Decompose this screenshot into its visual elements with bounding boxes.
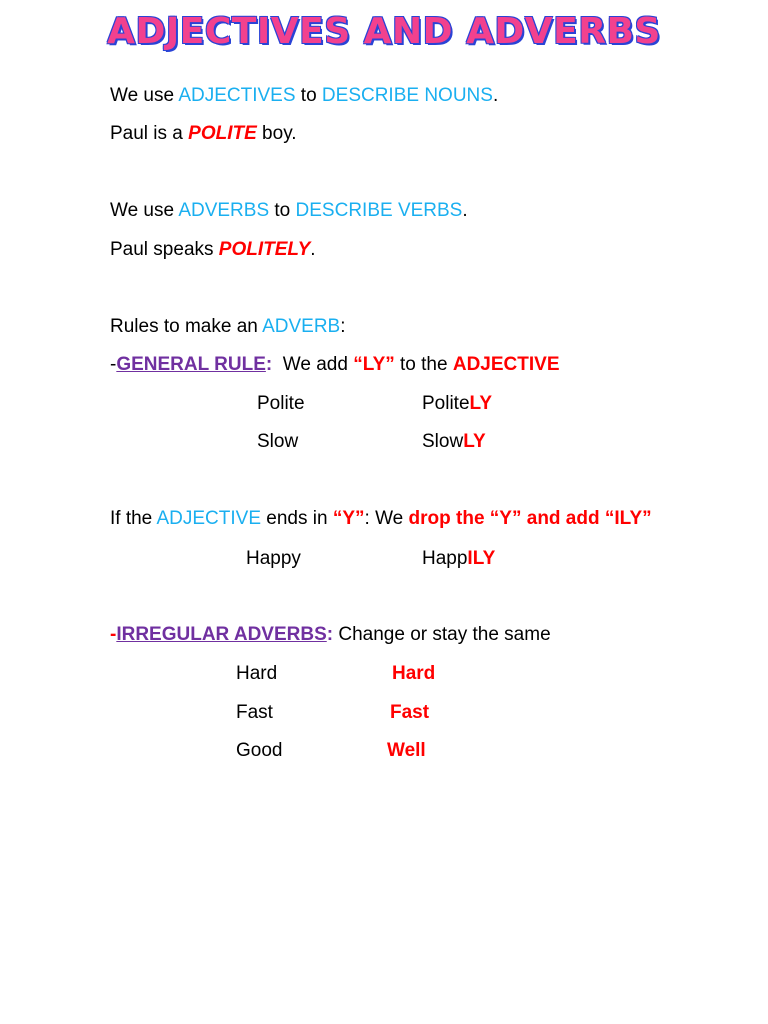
- example-adverb: POLITELY: [218, 239, 311, 260]
- irregular-rule: [110, 623, 551, 647]
- adverbs-definition: [110, 199, 468, 223]
- rule-text: to the: [394, 354, 453, 375]
- letter-y: “Y”: [332, 508, 365, 529]
- example-adjective-slow: Slow: [257, 431, 299, 452]
- suffix-ly: “LY”: [353, 354, 395, 375]
- adverb-suffix: LY: [469, 393, 493, 414]
- adverb-base: Polite: [422, 393, 470, 414]
- term-adverbs: ADVERBS: [178, 200, 270, 221]
- rule-colon: :: [326, 624, 334, 645]
- irregular-adjective-good: Good: [236, 740, 283, 761]
- adjective-example-sentence: [110, 122, 297, 146]
- term-describe-verbs: DESCRIBE VERBS: [295, 200, 463, 221]
- definition-text: .: [492, 85, 499, 106]
- irregular-adverbs-heading: IRREGULAR ADVERBS: [116, 624, 327, 645]
- page-title: ADJECTIVES AND ADVERBS: [107, 11, 661, 52]
- rule-text: We add: [272, 354, 354, 375]
- example-adjective: POLITE: [188, 123, 257, 144]
- rule-dash: -: [110, 354, 117, 375]
- term-describe-nouns: DESCRIBE NOUNS: [321, 85, 493, 106]
- adverb-suffix: LY: [463, 431, 486, 452]
- term-adverb: ADVERB: [262, 316, 341, 337]
- term-adjectives: ADJECTIVES: [178, 85, 296, 106]
- term-adjective: ADJECTIVE: [452, 354, 560, 375]
- rule-text: If the: [110, 508, 157, 529]
- definition-text: We use: [110, 200, 179, 221]
- adjectives-definition: [110, 84, 498, 108]
- example-text: .: [310, 239, 316, 260]
- example-text: Paul speaks: [110, 239, 219, 260]
- rule-text: ends in: [261, 508, 333, 529]
- adverb-example-sentence: [110, 238, 316, 262]
- example-text: Paul is a: [110, 123, 189, 144]
- adverb-suffix: ILY: [467, 548, 496, 569]
- irregular-adjective-hard: Hard: [236, 663, 278, 684]
- definition-text: to: [295, 85, 322, 106]
- example-adverb-politely: [422, 392, 492, 416]
- example-adverb-happily: [422, 547, 495, 571]
- example-adjective-happy: Happy: [246, 548, 301, 569]
- adverb-base: Happ: [422, 548, 468, 569]
- definition-text: .: [462, 200, 468, 221]
- rule-text: Change or stay the same: [333, 624, 551, 645]
- definition-text: to: [269, 200, 296, 221]
- rules-intro: [110, 315, 346, 339]
- y-rule-action: drop the “Y” and add “ILY”: [408, 508, 652, 529]
- irregular-adjective-fast: Fast: [236, 702, 273, 723]
- general-rule: [110, 353, 560, 377]
- definition-text: We use: [110, 85, 179, 106]
- example-adjective-polite: Polite: [257, 393, 305, 414]
- example-adverb-slowly: [422, 430, 486, 454]
- rules-text: :: [340, 316, 346, 337]
- rule-dash: -: [110, 624, 117, 645]
- irregular-adverb-fast: Fast: [390, 702, 430, 723]
- y-ending-rule: [110, 507, 652, 531]
- rules-text: Rules to make an: [110, 316, 263, 337]
- rule-text: : We: [364, 508, 409, 529]
- adverb-base: Slow: [422, 431, 464, 452]
- term-adjective: ADJECTIVE: [156, 508, 262, 529]
- irregular-adverb-hard: Hard: [392, 663, 436, 684]
- rule-colon: :: [265, 354, 273, 375]
- example-text: boy.: [256, 123, 297, 144]
- general-rule-heading: GENERAL RULE: [116, 354, 266, 375]
- irregular-adverb-well: Well: [387, 740, 426, 761]
